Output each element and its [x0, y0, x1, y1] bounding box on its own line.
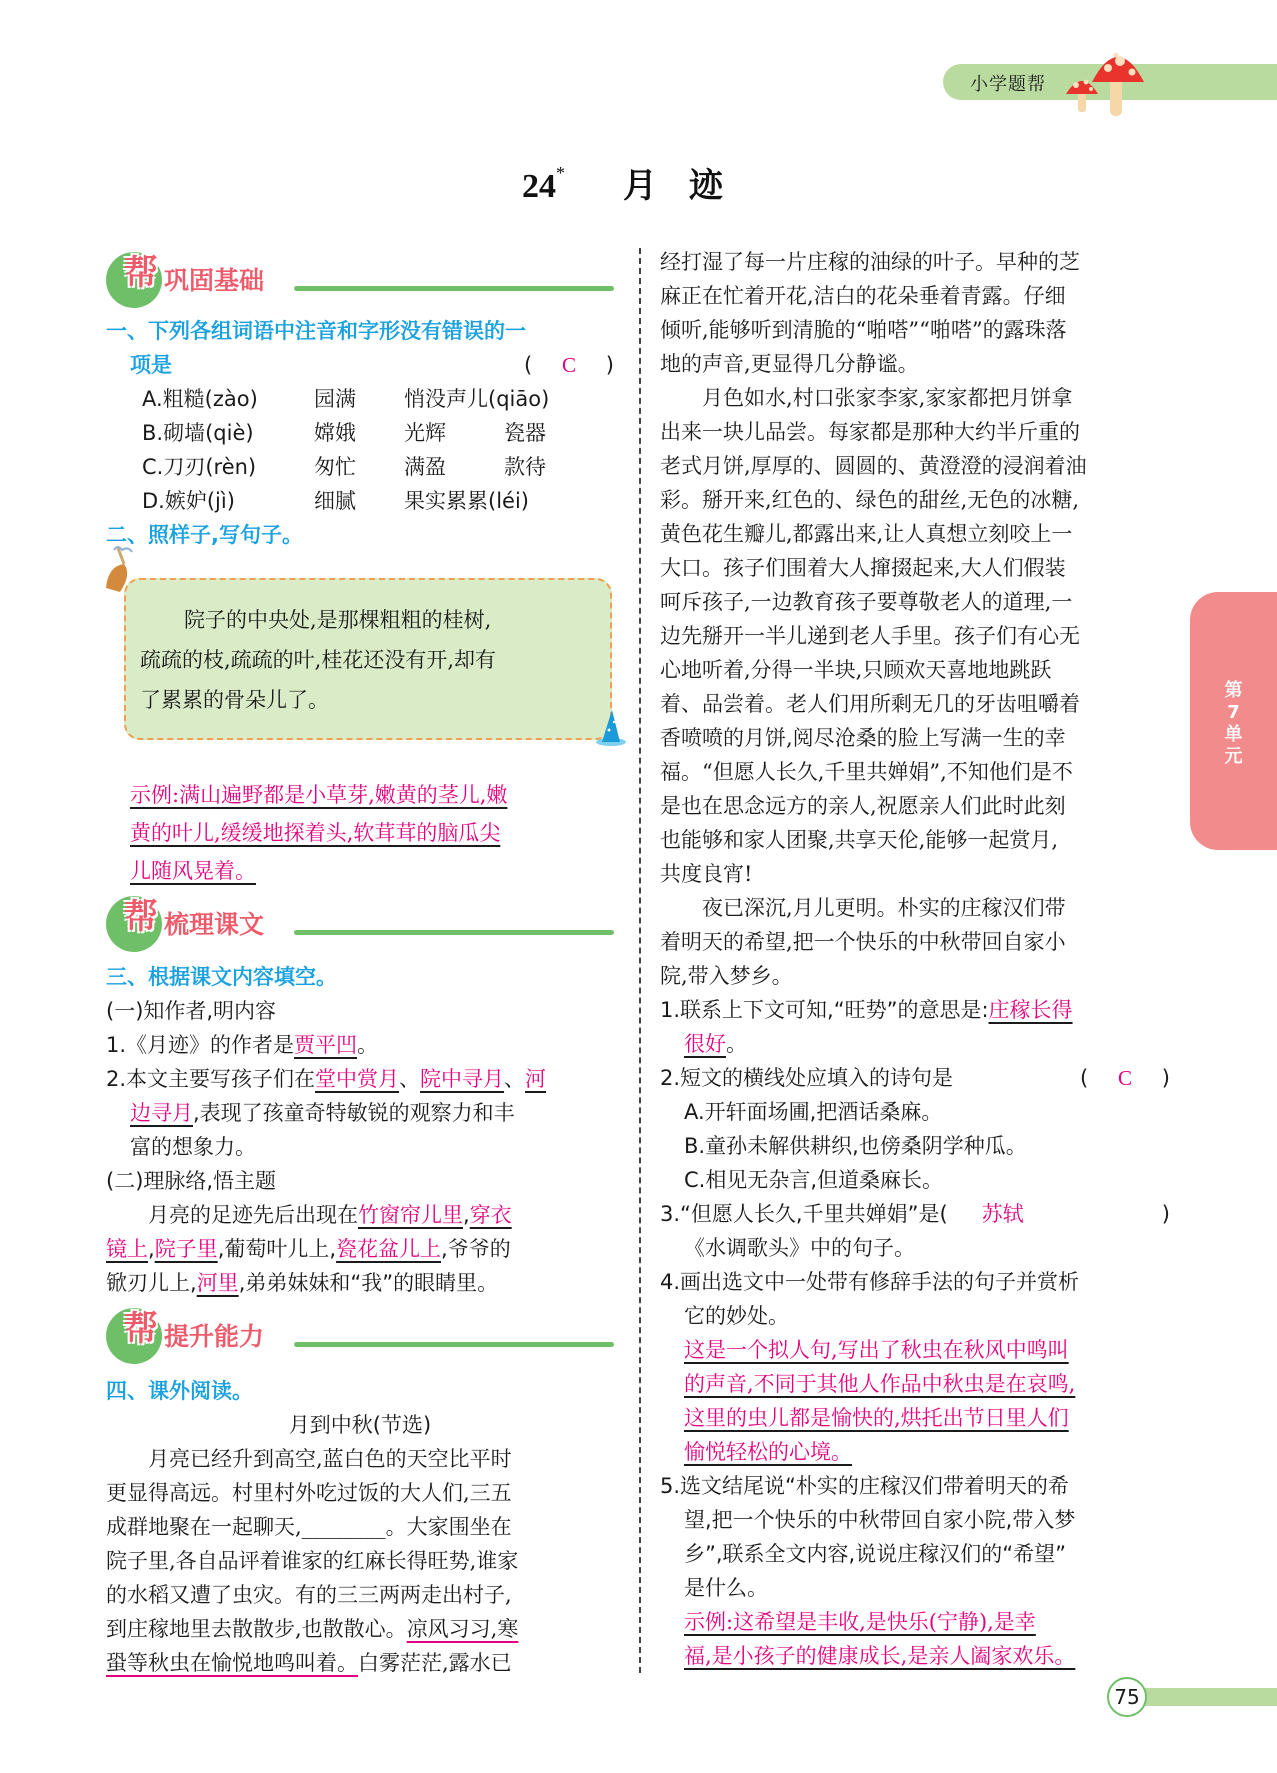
question-3-stem: 三、根据课文内容填空。 — [106, 965, 337, 989]
section-header-basics — [106, 250, 614, 310]
sub-question-5: 5.选文结尾说“朴实的庄稼汉们带着明天的希 — [660, 1474, 1069, 1498]
page-number-bar — [1140, 1688, 1277, 1706]
q3-item-1: 1.《月迹》的作者是贾平凹。 — [106, 1033, 379, 1057]
section-title: 提升能力 — [164, 1322, 265, 1351]
lesson-name: 月迹 — [623, 166, 755, 206]
left-column: 帮 巩固基础 一、下列各组词语中注音和字形没有错误的一 项是 ( C ) A.粗糙(zào) 园满 悄没声儿(qiāo) B.砌墙(qiè) 嫦娥 光辉 瓷器 C.刀刃(rèn) 匆忙 满盈 款待 D.嫉妒(jì) 细腻 果实累累(léi) 二、照样子,写句子。 院子的中央处,是那棵粗粗的桂树, 疏疏的枝,疏疏的叶,桂花还没有开,却有 了累累的骨朵儿了。 示例:满山遍野都是小草芽,嫩黄的茎儿,嫩 黄的叶儿,缓缓地探着头,软茸茸的脑瓜尖 儿随风晃着。 帮 梳理课文 三、根据课文内容填空。 (一)知作者,明内容 1.《月迹》的作者是贾平凹。 2.本文主要写孩子们在堂中赏月、院中寻月、河 边寻月,表现了孩童奇特敏锐的观察力和丰 富的想象力。 (二)理脉络,悟主题 月亮的足迹先后出现在竹窗帘儿里,穿衣 镜上,院子里,葡萄叶儿上,瓷花盆儿上,爷爷的 锨刃儿上,河里,弟弟妹妹和“我”的眼睛里。 帮 提升能力 四、课外阅读。 月到中秋(节选) 月亮已经升到高空,蓝白色的天空比平时 更显得高远。村里村外吃过饭的大人们,三五 成群地聚在一起聊天,________。大家围坐在 院子里,各自品评着谁家的红麻长得旺势,谁家 的水稻又遭了虫灾。有的三三两两走出村子, 到庄稼地里去散散步,也散散心。凉风习习,寒 蛩等秋虫在愉悦地鸣叫着。白雾茫茫,露水已 — [106, 250, 614, 1680]
option-c: C.刀刃(rèn) 匆忙 满盈 款待 — [142, 455, 546, 479]
broom-icon — [100, 544, 140, 596]
option-b: B.砌墙(qiè) 嫦娥 光辉 瓷器 — [142, 421, 546, 445]
example-line-2: 疏疏的枝,疏疏的叶,桂花还没有开,却有 — [140, 648, 497, 672]
section-title: 巩固基础 — [164, 266, 265, 295]
section-header-improve — [106, 1306, 614, 1366]
example-line-3: 了累累的骨朵儿了。 — [140, 688, 329, 712]
option-d: D.嫉妒(jì) 细腻 果实累累(léi) — [142, 489, 529, 513]
question-4-stem: 四、课外阅读。 — [106, 1379, 253, 1403]
sub-question-1: 1.联系上下文可知,“旺势”的意思是:庄稼长得 — [660, 998, 1073, 1022]
q3-item-2: 2.本文主要写孩子们在堂中赏月、院中寻月、河 — [106, 1067, 547, 1091]
sub-question-3-answer: 苏轼 — [981, 1202, 1024, 1226]
option-a: A.粗糙(zào) 园满 悄没声儿(qiāo) — [142, 387, 550, 411]
passage-title: 月到中秋(节选) — [288, 1413, 432, 1437]
section-badge-text: 帮 — [124, 897, 158, 937]
lesson-number: 24 — [522, 168, 556, 205]
example-sentence-box — [124, 578, 612, 740]
question-2-answer: 示例:满山遍野都是小草芽,嫩黄的茎儿,嫩 黄的叶儿,缓缓地探着头,软茸茸的脑瓜尖 儿随风晃着。 — [130, 783, 508, 883]
sub-question-2: 2.短文的横线处应填入的诗句是 ( C ) — [660, 1061, 1170, 1095]
section-title: 梳理课文 — [164, 910, 265, 939]
section-badge-text: 帮 — [124, 253, 158, 293]
section-rule — [294, 930, 614, 935]
sub-question-3: 3.“但愿人长久,千里共婵娟”是( 苏轼 ) — [660, 1197, 1170, 1231]
answer-paren: ( C ) — [524, 348, 614, 382]
passage-right: 经打湿了每一片庄稼的油绿的叶子。早种的芝 麻正在忙着开花,洁白的花朵垂着青露。仔细 倾听,能够听到清脆的“啪嗒”“啪嗒”的露珠落 地的声音,更显得几分静谧。 月色如水,村口张家李家,家家都把月饼拿 出来一块儿品尝。每家都是那种大约半斤重的 老式月饼,厚厚的、圆圆的、黄澄澄的浸润着油 彩。掰开来,红色的、绿色的甜丝,无色的冰糖, 黄色花生瓣儿,都露出来,让人真想立刻咬上一 大口。孩子们围着大人撺掇起来,大人们假装 呵斥孩子,一边教育孩子要尊敬老人的道理,一 边先掰开一半儿递到老人手里。孩子们有心无 心地听着,分得一半块,只顾欢天喜地地跳跃 着、品尝着。老人们用所剩无几的牙齿咀嚼着 香喷喷的月饼,阅尽沧桑的脸上写满一生的幸 福。“但愿人长久,千里共婵娟”,不知他们是不 是也在思念远方的亲人,祝愿亲人们此时此刻 也能够和家人团聚,共享天伦,能够一起赏月, 共度良宵! 夜已深沉,月儿更明。朴实的庄稼汉们带 着明天的希望,把一个快乐的中秋带回自家小 院,带入梦乡。 — [660, 250, 1087, 988]
question-1-answer: C — [561, 353, 576, 377]
lesson-mark: * — [556, 162, 565, 183]
right-column: 经打湿了每一片庄稼的油绿的叶子。早种的芝 麻正在忙着开花,洁白的花朵垂着青露。仔细 倾听,能够听到清脆的“啪嗒”“啪嗒”的露珠落 地的声音,更显得几分静谧。 月色如水,村口张家李家,家家都把月饼拿 出来一块儿品尝。每家都是那种大约半斤重的 老式月饼,厚厚的、圆圆的、黄澄澄的浸润着油 彩。掰开来,红色的、绿色的甜丝,无色的冰糖, 黄色花生瓣儿,都露出来,让人真想立刻咬上一 大口。孩子们围着大人撺掇起来,大人们假装 呵斥孩子,一边教育孩子要尊敬老人的道理,一 边先掰开一半儿递到老人手里。孩子们有心无 心地听着,分得一半块,只顾欢天喜地地跳跃 着、品尝着。老人们用所剩无几的牙齿咀嚼着 香喷喷的月饼,阅尽沧桑的脸上写满一生的幸 福。“但愿人长久,千里共婵娟”,不知他们是不 是也在思念远方的亲人,祝愿亲人们此时此刻 也能够和家人团聚,共享天伦,能够一起赏月, 共度良宵! 夜已深沉,月儿更明。朴实的庄稼汉们带 着明天的希望,把一个快乐的中秋带回自家小 院,带入梦乡。 1.联系上下文可知,“旺势”的意思是:庄稼长得 很好。 2.短文的横线处应填入的诗句是 ( C ) A.开轩面场圃,把酒话桑麻。 B.童孙未解供耕织,也傍桑阴学种瓜。 C.相见无杂言,但道桑麻长。 3.“但愿人长久,千里共婵娟”是( 苏轼 ) 《水调歌头》中的句子。 4.画出选文中一处带有修辞手法的句子并赏析 它的妙处。 这是一个拟人句,写出了秋虫在秋风中鸣叫 的声音,不同于其他人作品中秋虫是在哀鸣, 这里的虫儿都是愉快的,烘托出节日里人们 愉悦轻松的心境。 5.选文结尾说“朴实的庄稼汉们带着明天的希 望,把一个快乐的中秋带回自家小院,带入梦 乡”,联系全文内容,说说庄稼汉们的“希望” 是什么。 示例:这希望是丰收,是快乐(宁静),是幸 福,是小孩子的健康成长,是亲人阖家欢乐。 — [660, 245, 1170, 1673]
sub-2-option-a: A.开轩面场圃,把酒话桑麻。 — [684, 1100, 943, 1124]
section-rule — [294, 286, 614, 291]
sub-question-4: 4.画出选文中一处带有修辞手法的句子并赏析 — [660, 1270, 1080, 1294]
lesson-title — [0, 158, 1277, 207]
sub-question-2-answer: C — [1117, 1066, 1132, 1090]
unit-tab: 第 7 单 元 — [1190, 592, 1277, 850]
passage-left: 月亮已经升到高空,蓝白色的天空比平时 更显得高远。村里村外吃过饭的大人们,三五 成群地聚在一起聊天,________。大家围坐在 院子里,各自品评着谁家的红麻长得旺势,谁家 的水稻又遭了虫灾。有的三三两两走出村子, 到庄稼地里去散散步,也散散心。凉风习习,寒 蛩等秋虫在愉悦地鸣叫着。白雾茫茫,露水已 — [106, 1447, 519, 1675]
mushroom-icon — [1090, 46, 1146, 116]
section-header-review — [106, 894, 614, 954]
part-2-title: (二)理脉络,悟主题 — [106, 1169, 277, 1193]
part-1-title: (一)知作者,明内容 — [106, 999, 277, 1023]
q3-part-2-text: 月亮的足迹先后出现在竹窗帘儿里,穿衣 — [148, 1203, 512, 1227]
sub-question-5-answer: 示例:这希望是丰收,是快乐(宁静),是幸 福,是小孩子的健康成长,是亲人阖家欢乐。 — [684, 1610, 1076, 1668]
question-1-stem-cont: 项是 — [130, 353, 172, 377]
section-badge-text: 帮 — [124, 1309, 158, 1349]
wizard-hat-icon — [594, 708, 628, 748]
question-2-stem: 二、照样子,写句子。 — [106, 523, 303, 547]
sub-2-option-c: C.相见无杂言,但道桑麻长。 — [684, 1168, 944, 1192]
sub-question-4-answer: 这是一个拟人句,写出了秋虫在秋风中鸣叫 的声音,不同于其他人作品中秋虫是在哀鸣, 这里的虫儿都是愉快的,烘托出节日里人们 愉悦轻松的心境。 — [684, 1338, 1076, 1464]
sub-2-option-b: B.童孙未解供耕织,也傍桑阴学种瓜。 — [684, 1134, 1027, 1158]
column-divider — [639, 248, 641, 1673]
page-number: 75 — [1107, 1677, 1147, 1717]
example-line-1: 院子的中央处,是那棵粗粗的桂树, — [184, 608, 492, 632]
brand-label: 小学题帮 — [970, 74, 1046, 95]
section-rule — [294, 1342, 614, 1347]
question-1-stem: 一、下列各组词语中注音和字形没有错误的一 — [106, 319, 526, 343]
